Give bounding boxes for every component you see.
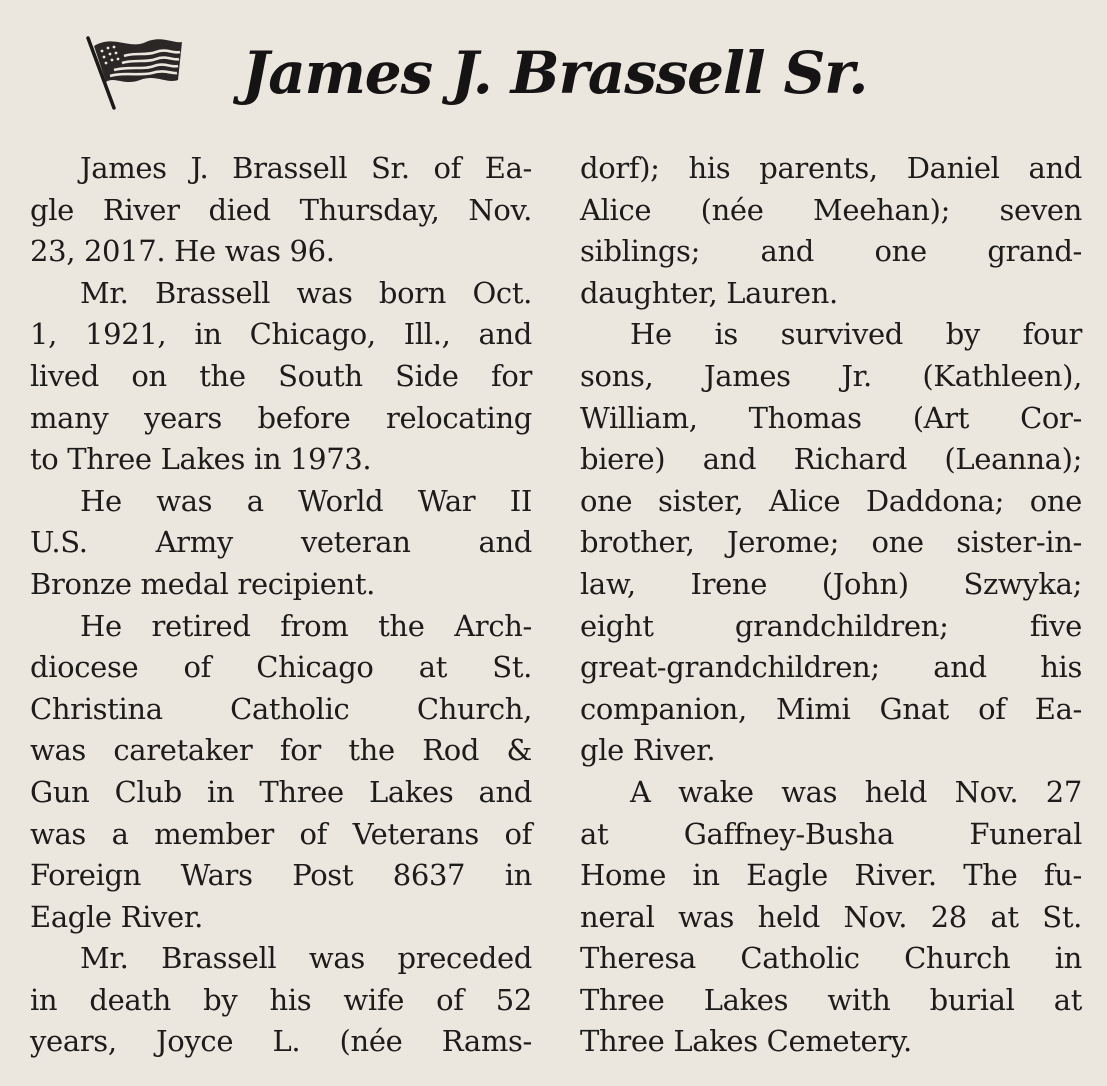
text-line: Eagle River. <box>30 899 204 934</box>
text-line: Mr. Brassell was preceded <box>80 941 532 976</box>
text-line: Foreign Wars Post 8637 in <box>30 858 532 893</box>
obituary-header <box>0 22 1107 132</box>
text-line: Three Lakes Cemetery. <box>580 1024 912 1059</box>
text-line: Alice (née Meehan); seven <box>580 192 1082 227</box>
text-line: to Three Lakes in 1973. <box>30 442 372 477</box>
text-line: brother, Jerome; one sister-in- <box>580 525 1082 560</box>
american-flag-icon <box>84 32 184 112</box>
left-column <box>30 148 532 1063</box>
text-line: U.S. Army veteran and <box>30 525 532 560</box>
text-line: gle River. <box>580 733 716 768</box>
right-column <box>580 148 1082 1063</box>
text-line: great-grandchildren; and his <box>580 650 1082 685</box>
text-line: William, Thomas (Art Cor- <box>580 400 1082 435</box>
text-line: at Gaffney-Busha Funeral <box>580 816 1082 851</box>
text-line: daughter, Lauren. <box>580 275 838 310</box>
text-line: Theresa Catholic Church in <box>580 941 1082 976</box>
text-line: many years before relocating <box>30 400 532 435</box>
text-line: companion, Mimi Gnat of Ea- <box>580 691 1082 726</box>
text-line: A wake was held Nov. 27 <box>630 774 1082 809</box>
text-line: biere) and Richard (Leanna); <box>580 442 1082 477</box>
text-line: one sister, Alice Daddona; one <box>580 483 1082 518</box>
text-line: Christina Catholic Church, <box>30 691 532 726</box>
text-line: 23, 2017. He was 96. <box>30 234 335 269</box>
text-line: siblings; and one grand- <box>580 234 1082 269</box>
text-line: Gun Club in Three Lakes and <box>30 774 532 809</box>
text-line: Home in Eagle River. The fu- <box>580 858 1082 893</box>
text-line: was caretaker for the Rod & <box>30 733 532 768</box>
text-line: Mr. Brassell was born Oct. <box>80 275 532 310</box>
obituary-title: James J. Brassell Sr. <box>242 39 868 107</box>
text-line: dorf); his parents, Daniel and <box>580 151 1082 185</box>
text-line: sons, James Jr. (Kathleen), <box>580 358 1082 393</box>
text-line: years, Joyce L. (née Rams- <box>30 1024 532 1059</box>
text-line: 1, 1921, in Chicago, Ill., and <box>30 317 532 352</box>
text-line: in death by his wife of 52 <box>30 982 532 1017</box>
text-line: eight grandchildren; five <box>580 608 1082 643</box>
text-line: lived on the South Side for <box>30 358 532 393</box>
text-line: Bronze medal recipient. <box>30 566 376 601</box>
text-line: He retired from the Arch- <box>80 608 532 643</box>
text-line: law, Irene (John) Szwyka; <box>580 566 1082 601</box>
text-line: James J. Brassell Sr. of Ea- <box>80 151 532 185</box>
text-line: neral was held Nov. 28 at St. <box>580 899 1082 934</box>
text-line: gle River died Thursday, Nov. <box>30 192 532 227</box>
text-line: Three Lakes with burial at <box>580 982 1082 1017</box>
text-line: He is survived by four <box>630 317 1082 352</box>
text-line: was a member of Veterans of <box>30 816 532 851</box>
text-line: diocese of Chicago at St. <box>30 650 532 685</box>
text-line: He was a World War II <box>80 483 532 518</box>
